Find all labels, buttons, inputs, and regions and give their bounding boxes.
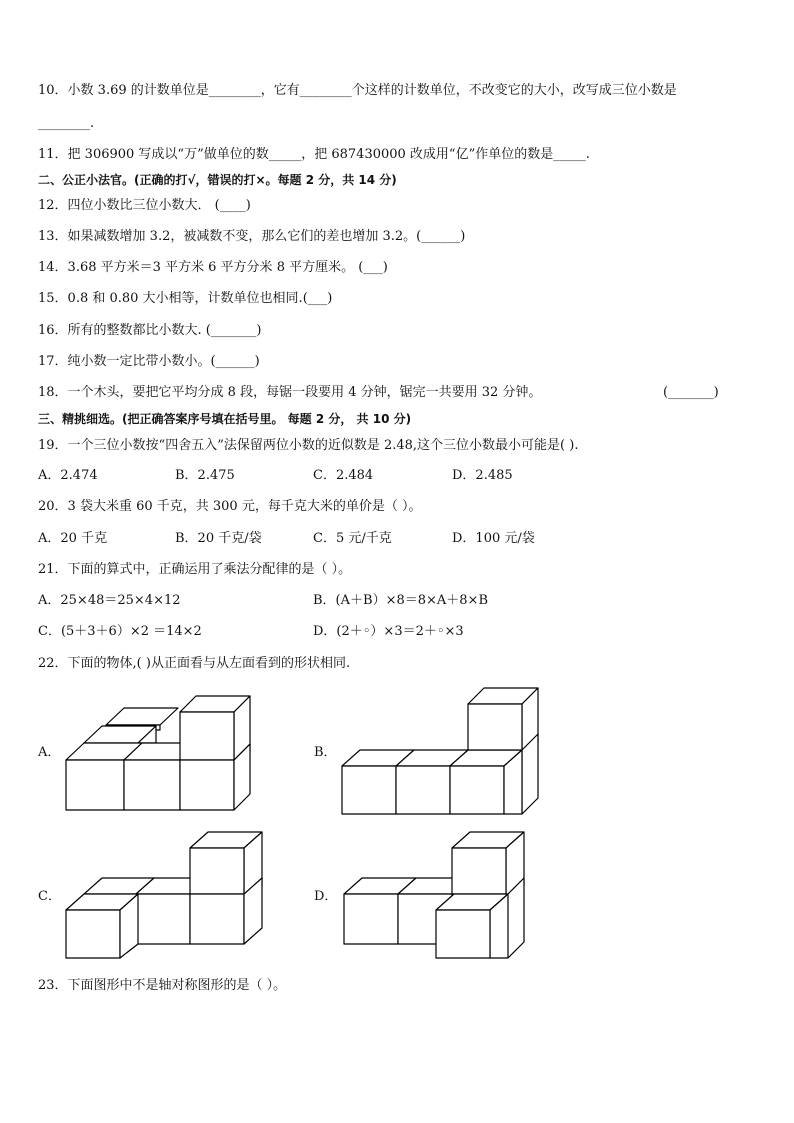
question-11: 11．把 306900 写成以“万”做单位的数_____，把 687430000 改成用“亿”作单位的数是_____. bbox=[38, 147, 590, 162]
cube-figure-d bbox=[342, 830, 542, 960]
question-12: 12．四位小数比三位小数大． (____) bbox=[38, 198, 251, 213]
q21-option-a: A．25×48＝25×4×12 bbox=[38, 593, 181, 608]
question-19: 19．一个三位小数按“四舍五入”法保留两位小数的近似数是 2.48,这个三位小数最小可能是( ). bbox=[38, 438, 579, 453]
q19-option-a: A．2.474 bbox=[38, 468, 98, 483]
question-14: 14．3.68 平方米＝3 平方米 6 平方分米 8 平方厘米。 (___) bbox=[38, 260, 388, 275]
q21-option-c: C．(5＋3＋6）×2 ＝14×2 bbox=[38, 624, 202, 639]
question-21: 21．下面的算式中，正确运用了乘法分配律的是（ ）。 bbox=[38, 562, 352, 577]
q20-option-c: C．5 元/千克 bbox=[313, 531, 392, 546]
question-18: 18．一个木头，要把它平均分成 8 段，每锯一段要用 4 分钟，锯完一共要用 32 分钟。 bbox=[38, 385, 542, 400]
question-10-line-1: 10．小数 3.69 的计数单位是________，它有________个这样的计数单位，不改变它的大小，改写成三位小数是 bbox=[38, 83, 677, 98]
question-15: 15．0.8 和 0.80 大小相等，计数单位也相同.(___) bbox=[38, 291, 333, 306]
q19-option-c: C．2.484 bbox=[313, 468, 374, 483]
question-20: 20．3 袋大米重 60 千克，共 300 元，每千克大米的单价是（ ）。 bbox=[38, 499, 422, 514]
figure-b-label: B． bbox=[314, 745, 337, 760]
q20-option-d: D．100 元/袋 bbox=[452, 531, 535, 546]
question-10-line-2: ________. bbox=[38, 116, 95, 131]
question-23: 23．下面图形中不是轴对称图形的是（ ）。 bbox=[38, 978, 287, 993]
question-16: 16．所有的整数都比小数大. (_______) bbox=[38, 323, 262, 338]
q19-option-d: D．2.485 bbox=[452, 468, 513, 483]
question-17: 17．纯小数一定比带小数小。(______) bbox=[38, 354, 260, 369]
figure-c-label: C． bbox=[38, 889, 61, 904]
q21-option-d: D．(2＋◦）×3＝2＋◦×3 bbox=[313, 624, 464, 639]
question-18-answer-blank: (_______) bbox=[663, 385, 719, 400]
q20-option-b: B．20 千克/袋 bbox=[175, 531, 262, 546]
question-13: 13．如果减数增加 3.2，被减数不变，那么它们的差也增加 3.2。(______) bbox=[38, 229, 466, 244]
cube-figure-a bbox=[60, 690, 260, 815]
figure-a-label: A． bbox=[38, 745, 61, 760]
question-22: 22．下面的物体,( )从正面看与从左面看到的形状相同. bbox=[38, 656, 351, 671]
q19-option-b: B．2.475 bbox=[175, 468, 235, 483]
q20-option-a: A．20 千克 bbox=[38, 531, 108, 546]
q21-option-b: B．(A＋B）×8＝8×A＋8×B bbox=[313, 593, 488, 608]
cube-figure-c bbox=[64, 830, 264, 960]
section-2-heading: 二、公正小法官。(正确的打√，错误的打×。每题 2 分，共 14 分) bbox=[38, 173, 397, 187]
cube-figure-b bbox=[340, 686, 540, 818]
figure-d-label: D． bbox=[314, 889, 338, 904]
section-3-heading: 三、精挑细选。(把正确答案序号填在括号里。 每题 2 分， 共 10 分) bbox=[38, 412, 412, 426]
